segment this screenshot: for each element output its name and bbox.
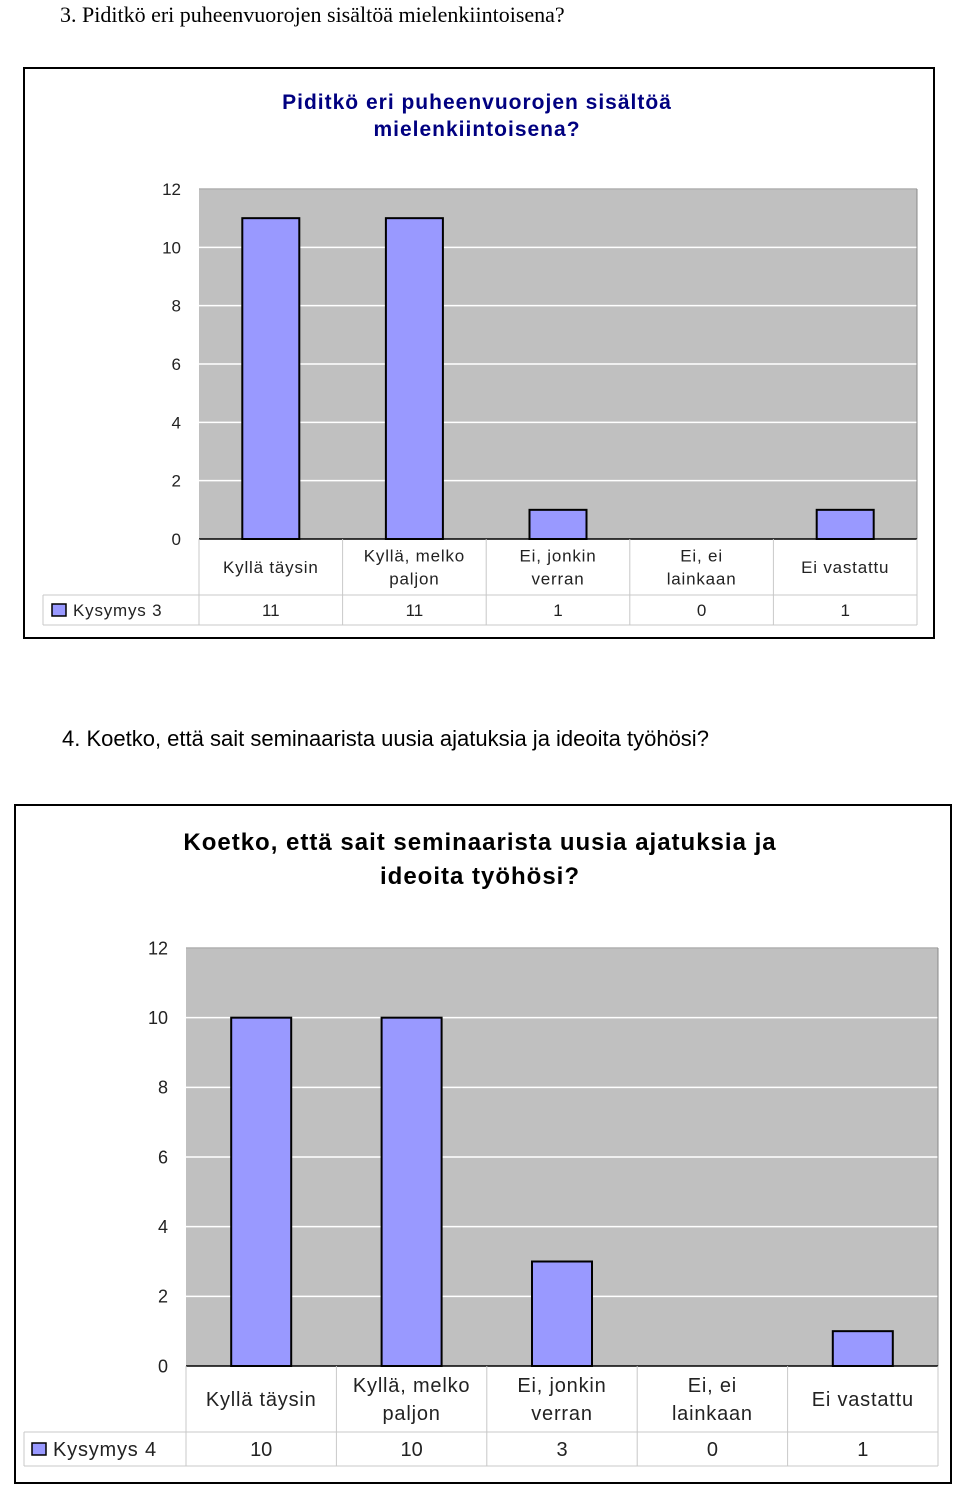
y-tick-label: 4 xyxy=(171,413,181,433)
category-label: Ei vastattu xyxy=(811,1389,914,1411)
category-label: Kyllä, melko xyxy=(352,1375,471,1397)
chart-2-frame xyxy=(14,804,952,1484)
table-value: 11 xyxy=(261,600,280,620)
table-value: 1 xyxy=(840,600,850,620)
category-label: verran xyxy=(531,569,585,589)
question-4-heading: 4. Koetko, että sait seminaarista uusia ajatuksia ja ideoita työhösi? xyxy=(62,726,709,751)
category-label: lainkaan xyxy=(666,569,737,589)
y-tick-label: 6 xyxy=(171,354,181,374)
chart-2 xyxy=(16,806,950,1482)
y-tick-label: 12 xyxy=(162,179,181,199)
legend-key xyxy=(52,604,66,616)
y-tick-label: 10 xyxy=(162,238,181,258)
y-tick-label: 0 xyxy=(171,529,181,549)
legend-key xyxy=(32,1443,46,1455)
legend-series-name: Kysymys 3 xyxy=(73,600,163,620)
category-label: Kyllä täysin xyxy=(205,1389,317,1411)
table-value: 1 xyxy=(553,600,563,620)
chart-title: mielenkiintoisena? xyxy=(373,118,581,141)
y-tick-label: 2 xyxy=(157,1286,168,1307)
chart-1-frame xyxy=(23,67,935,639)
question-3-heading: 3. Piditkö eri puheenvuorojen sisältöä mielenkiintoisena? xyxy=(60,2,565,27)
legend-series-name: Kysymys 4 xyxy=(53,1439,157,1461)
bar xyxy=(386,218,443,539)
y-tick-label: 4 xyxy=(157,1216,168,1237)
category-label: Ei, ei xyxy=(687,1375,738,1397)
y-tick-label: 12 xyxy=(147,938,168,959)
category-label: Kyllä täysin xyxy=(223,557,319,577)
bar xyxy=(530,510,587,539)
table-value: 11 xyxy=(405,600,424,620)
table-value: 0 xyxy=(706,1439,718,1461)
category-label: paljon xyxy=(389,569,440,589)
bar xyxy=(833,1331,893,1366)
y-tick-label: 8 xyxy=(157,1077,168,1098)
bar xyxy=(382,1018,442,1366)
table-value: 1 xyxy=(857,1439,869,1461)
chart-title: Koetko, että sait seminaarista uusia ajatuksia ja xyxy=(183,829,777,856)
y-tick-label: 10 xyxy=(147,1007,168,1028)
chart-title: ideoita työhösi? xyxy=(379,863,581,890)
y-tick-label: 8 xyxy=(171,296,181,316)
bar xyxy=(231,1018,291,1366)
bar xyxy=(532,1262,592,1367)
y-tick-label: 2 xyxy=(171,471,181,491)
category-label: lainkaan xyxy=(671,1403,753,1425)
category-label: Ei, jonkin xyxy=(517,1375,607,1397)
table-value: 3 xyxy=(556,1439,568,1461)
y-tick-label: 6 xyxy=(157,1147,168,1168)
chart-title: Piditkö eri puheenvuorojen sisältöä xyxy=(282,91,672,114)
category-label: paljon xyxy=(382,1403,441,1425)
category-label: Ei, jonkin xyxy=(519,546,597,566)
category-label: Ei vastattu xyxy=(801,557,890,577)
bar xyxy=(242,218,299,539)
category-label: Ei, ei xyxy=(680,546,723,566)
table-value: 10 xyxy=(400,1439,423,1461)
table-value: 10 xyxy=(250,1439,273,1461)
category-label: Kyllä, melko xyxy=(363,546,466,566)
bar xyxy=(817,510,874,539)
chart-1 xyxy=(25,69,933,637)
category-label: verran xyxy=(531,1403,593,1425)
table-value: 0 xyxy=(696,600,707,620)
y-tick-label: 0 xyxy=(157,1356,168,1377)
